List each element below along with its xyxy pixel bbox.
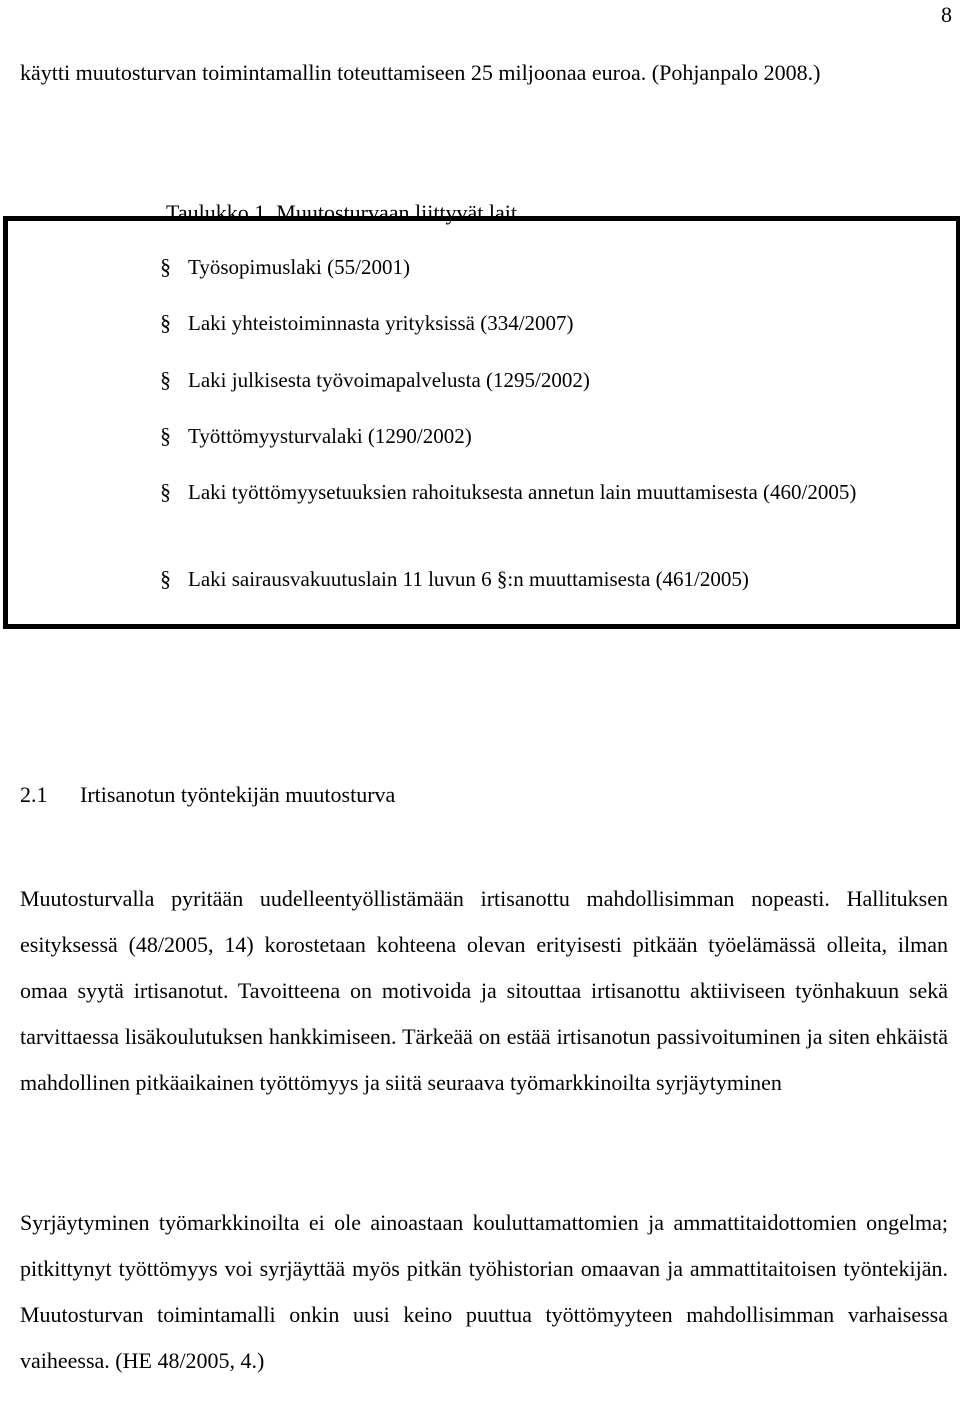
page-number: 8 <box>941 2 952 27</box>
law-item-text: Työsopimuslaki (55/2001) <box>188 255 410 279</box>
section-sign-icon: § <box>160 423 171 448</box>
section-heading-number: 2.1 <box>20 782 48 807</box>
body-paragraph-1: Muutosturvalla pyritään uudelleentyöllistämään irtisanottu mahdollisimman nopeasti. Hallituksen esityksessä (48/2005, 14) korostetaan kohteena olevan erityisesti pitkään työelämässä olleita, ilman omaa syytä irtisanotut. Tavoitteena on motivoida ja sitouttaa irtisanottu aktiiviseen työnhakuun sekä tarvittaessa lisäkoulutuksen hankkimiseen. Tärkeää on estää irtisanotun passivoituminen ja siten ehkäistä mahdollinen pitkäaikainen työttömyys ja siitä seuraava työmarkkinoilta syrjäytyminen <box>20 886 948 1095</box>
section-sign-icon: § <box>160 310 171 335</box>
law-item <box>160 252 930 282</box>
section-sign-icon: § <box>160 479 171 504</box>
law-item-text: Laki julkisesta työvoimapalvelusta (1295/2002) <box>188 368 590 392</box>
section-heading <box>20 780 395 810</box>
law-item-text: Työttömyysturvalaki (1290/2002) <box>188 424 472 448</box>
section-heading-title: Irtisanotun työntekijän muutosturva <box>80 782 396 807</box>
law-item-text: Laki yhteistoiminnasta yrityksissä (334/2007) <box>188 311 574 335</box>
law-item <box>160 477 880 507</box>
law-item <box>160 308 930 338</box>
body-paragraph-2: Syrjäytyminen työmarkkinoilta ei ole ainoastaan kouluttamattomien ja ammattitaidottomien ongelma; pitkittynyt työttömyys voi syrjäyttää myös pitkän työhistorian omaavan ja ammattitaitoisen työntekijän. Muutosturvan toimintamalli onkin uusi keino puuttua työttömyyteen mahdollisimman varhaisessa vaiheessa. (HE 48/2005, 4.) <box>20 1210 948 1373</box>
law-item-text: Laki työttömyysetuuksien rahoituksesta annetun lain muuttamisesta (460/2005) <box>188 480 857 504</box>
section-sign-icon: § <box>160 254 171 279</box>
section-sign-icon: § <box>160 367 171 392</box>
law-item <box>160 564 930 594</box>
table-caption: Taulukko 1. Muutosturvaan liittyvät lait. <box>166 200 523 225</box>
intro-paragraph: käytti muutosturvan toimintamallin toteuttamiseen 25 miljoonaa euroa. (Pohjanpalo 2008.) <box>20 60 821 85</box>
law-item <box>160 421 930 451</box>
law-item <box>160 365 930 395</box>
law-item-text: Laki sairausvakuutuslain 11 luvun 6 §:n muuttamisesta (461/2005) <box>188 567 749 591</box>
section-sign-icon: § <box>160 566 171 591</box>
